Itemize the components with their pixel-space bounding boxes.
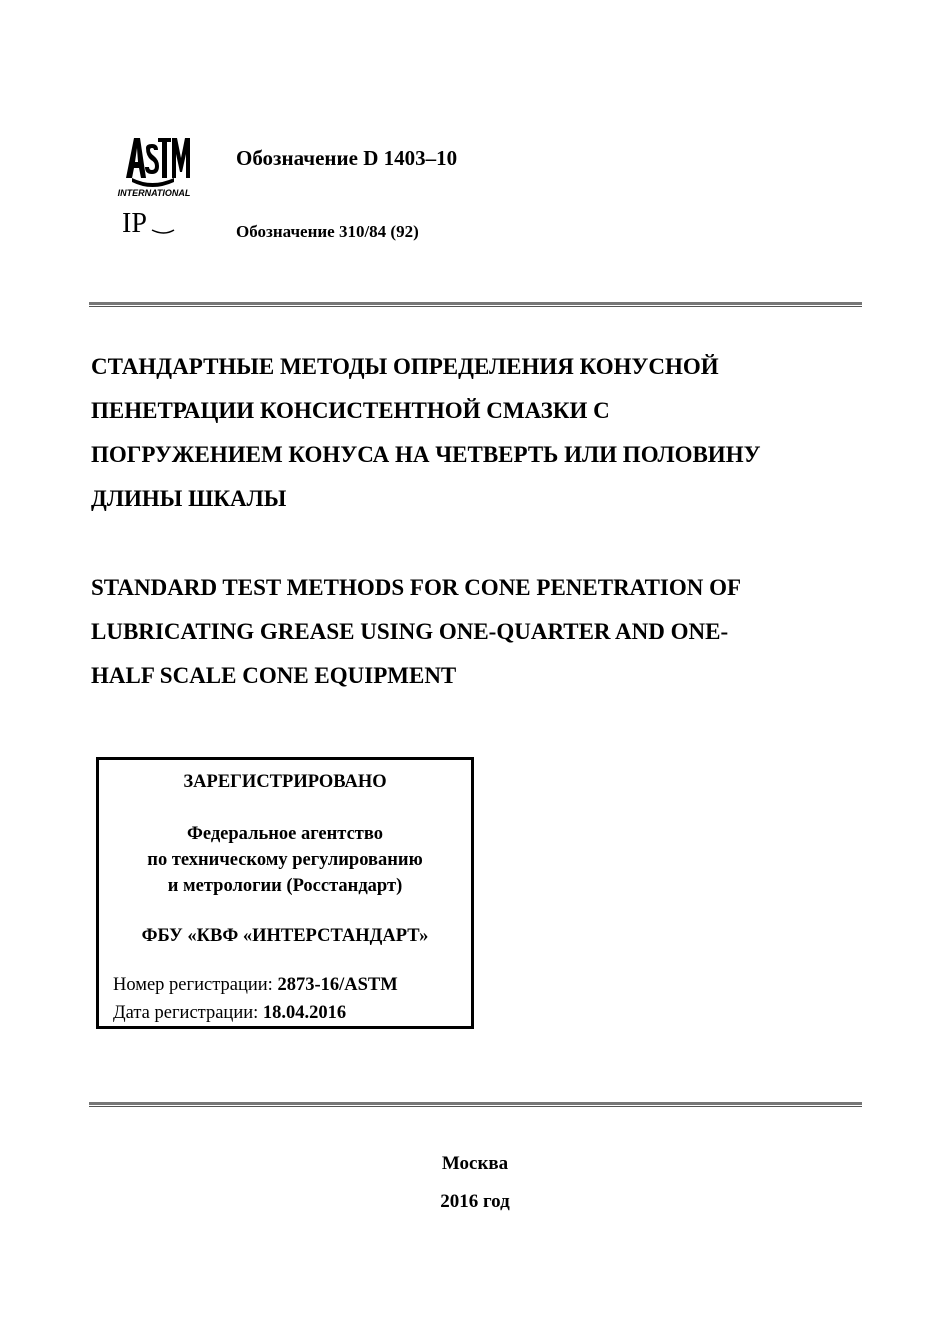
title-russian <box>91 345 859 521</box>
registration-number-value: 2873-16/ASTM <box>277 975 398 995</box>
title-en-line: STANDARD TEST METHODS FOR CONE PENETRATION OF <box>91 575 742 600</box>
registration-date-label: Дата регистрации: <box>113 1003 259 1023</box>
registration-date <box>113 1003 346 1024</box>
registration-box <box>96 757 474 1029</box>
ip-logo-text: IP <box>122 208 147 239</box>
publication-city: Москва <box>441 1153 509 1174</box>
registration-heading: ЗАРЕГИСТРИРОВАНО <box>183 772 387 792</box>
astm-logo-subtext: INTERNATIONAL <box>117 188 191 198</box>
agency-line: по техническому регулированию <box>147 850 423 870</box>
ip-logo <box>118 206 178 240</box>
agency-line: и метрологии (Росстандарт) <box>167 876 403 896</box>
title-ru-line: ДЛИНЫ ШКАЛЫ <box>91 486 287 511</box>
publication-year: 2016 год <box>440 1191 510 1212</box>
bottom-divider <box>89 1102 862 1107</box>
title-ru-line: ПОГРУЖЕНИЕМ КОНУСА НА ЧЕТВЕРТЬ ИЛИ ПОЛОВИНУ <box>91 442 761 467</box>
registration-agency <box>99 821 471 899</box>
title-en-line: HALF SCALE CONE EQUIPMENT <box>91 663 457 688</box>
registration-number <box>113 975 398 996</box>
title-ru-line: ПЕНЕТРАЦИИ КОНСИСТЕНТНОЙ СМАЗКИ С <box>91 398 610 423</box>
astm-international-logo <box>112 128 196 200</box>
registration-organization: ФБУ «КВФ «ИНТЕРСТАНДАРТ» <box>141 926 429 946</box>
designation-ip: Обозначение 310/84 (92) <box>236 222 419 241</box>
title-english <box>91 566 859 698</box>
title-ru-line: СТАНДАРТНЫЕ МЕТОДЫ ОПРЕДЕЛЕНИЯ КОНУСНОЙ <box>91 354 719 379</box>
registration-number-label: Номер регистрации: <box>113 975 273 995</box>
top-divider <box>89 302 862 307</box>
designation-main: Обозначение D 1403–10 <box>236 146 458 170</box>
registration-date-value: 18.04.2016 <box>262 1003 347 1023</box>
agency-line: Федеральное агентство <box>186 824 384 844</box>
title-en-line: LUBRICATING GREASE USING ONE-QUARTER AND ONE- <box>91 619 729 644</box>
